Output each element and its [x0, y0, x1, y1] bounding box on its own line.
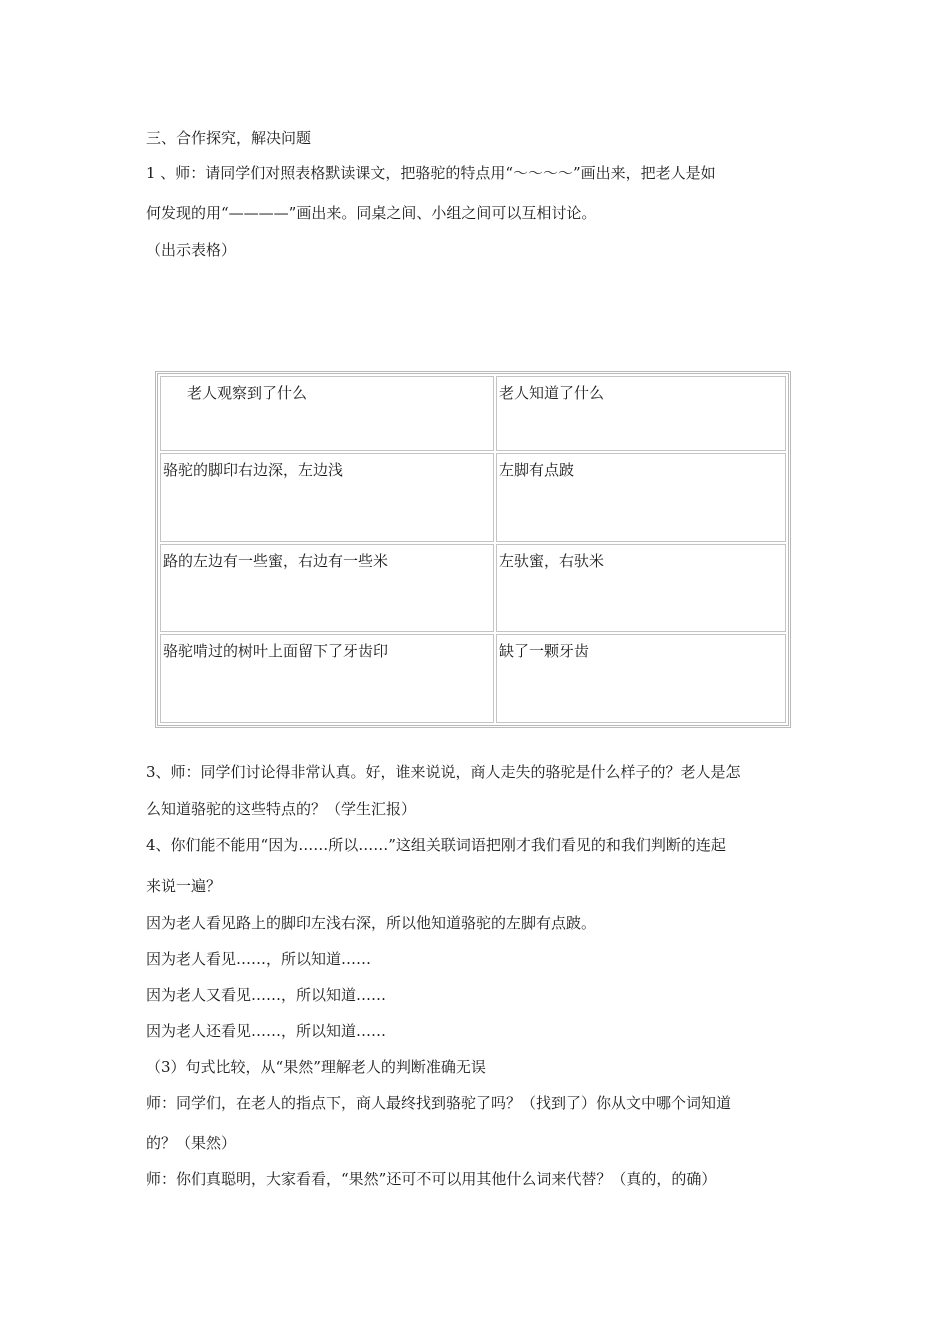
question-3-line-1: 3、师：同学们讨论得非常认真。好，谁来说说，商人走失的骆驼是什么样子的？老人是怎	[146, 763, 741, 781]
teacher-line-1: 师：同学们，在老人的指点下，商人最终找到骆驼了吗？（找到了）你从文中哪个词知道	[146, 1094, 732, 1112]
question-1-line-1: 1 、师：请同学们对照表格默读课文，把骆驼的特点用“～～～～”画出来，把老人是如	[146, 164, 716, 182]
subsection-3: （3）句式比较，从“果然”理解老人的判断准确无误	[146, 1058, 486, 1076]
question-1-line-2: 何发现的用“————”画出来。同桌之间、小组之间可以互相讨论。	[146, 204, 597, 222]
example-sentence-2: 因为老人看见……，所以知道……	[146, 950, 372, 968]
show-table-note: （出示表格）	[146, 241, 237, 259]
table-cell-known: 缺了一颗牙齿	[496, 634, 786, 723]
question-4-line-2: 来说一遍？	[146, 877, 222, 895]
example-sentence-3: 因为老人又看见……，所以知道……	[146, 986, 387, 1004]
table-header-cell: 老人知道了什么	[496, 376, 786, 451]
example-sentence-1: 因为老人看见路上的脚印左浅右深，所以他知道骆驼的左脚有点跛。	[146, 914, 597, 932]
observation-table	[155, 371, 791, 728]
table-header-cell: 老人观察到了什么	[160, 376, 494, 451]
question-4-line-1: 4、你们能不能用“因为……所以……”这组关联词语把刚才我们看见的和我们判断的连起	[146, 836, 726, 854]
example-sentence-4: 因为老人还看见……，所以知道……	[146, 1022, 387, 1040]
table-row	[160, 544, 786, 633]
table-cell-observed: 骆驼的脚印右边深，左边浅	[160, 453, 494, 542]
table-cell-observed: 路的左边有一些蜜，右边有一些米	[160, 544, 494, 633]
table-row	[160, 453, 786, 542]
teacher-line-3: 师：你们真聪明，大家看看，“果然”还可不可以用其他什么词来代替？（真的，的确）	[146, 1170, 717, 1188]
table-header-row	[160, 376, 786, 451]
section-heading: 三、合作探究，解决问题	[146, 129, 312, 147]
table-cell-known: 左驮蜜，右驮米	[496, 544, 786, 633]
table-cell-known: 左脚有点跛	[496, 453, 786, 542]
table-row	[160, 634, 786, 723]
teacher-line-2: 的？（果然）	[146, 1134, 237, 1152]
table-cell-observed: 骆驼啃过的树叶上面留下了牙齿印	[160, 634, 494, 723]
question-3-line-2: 么知道骆驼的这些特点的？（学生汇报）	[146, 800, 417, 818]
